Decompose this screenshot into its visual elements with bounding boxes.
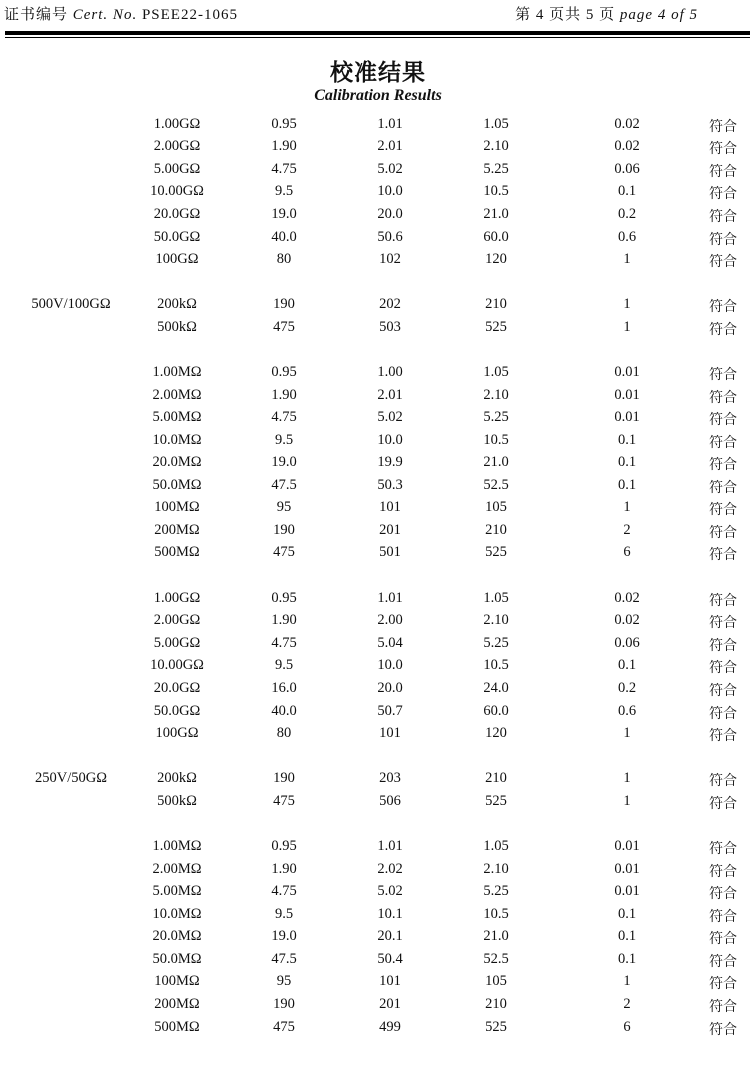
uncertainty: 0.01 bbox=[614, 409, 640, 425]
measured-value: 102 bbox=[379, 251, 401, 267]
conclusion: 符合 bbox=[709, 480, 737, 496]
conclusion: 符合 bbox=[709, 367, 737, 383]
table-row bbox=[0, 229, 750, 249]
table-row bbox=[0, 296, 750, 316]
uncertainty: 0.2 bbox=[617, 680, 637, 696]
nominal-value: 500kΩ bbox=[157, 793, 197, 809]
uncertainty: 0.02 bbox=[614, 116, 640, 132]
cert-label-cn: 证书编号 bbox=[4, 7, 69, 23]
conclusion: 符合 bbox=[709, 502, 737, 518]
uncertainty: 0.01 bbox=[614, 364, 640, 380]
nominal-value: 200MΩ bbox=[154, 996, 200, 1012]
lower-limit: 190 bbox=[273, 296, 295, 312]
uncertainty: 0.1 bbox=[617, 183, 637, 199]
uncertainty: 0.1 bbox=[617, 951, 637, 967]
uncertainty: 0.06 bbox=[614, 161, 640, 177]
conclusion: 符合 bbox=[709, 841, 737, 857]
lower-limit: 475 bbox=[273, 1019, 295, 1035]
measured-value: 506 bbox=[379, 793, 401, 809]
table-row bbox=[0, 680, 750, 700]
upper-limit: 120 bbox=[485, 725, 507, 741]
table-row bbox=[0, 770, 750, 790]
nominal-value: 10.0MΩ bbox=[152, 432, 202, 448]
upper-limit: 21.0 bbox=[483, 454, 509, 470]
table-row bbox=[0, 477, 750, 497]
page-title-en: Calibration Results bbox=[314, 87, 442, 104]
conclusion: 符合 bbox=[709, 457, 737, 473]
nominal-value: 50.0MΩ bbox=[152, 477, 202, 493]
upper-limit: 525 bbox=[485, 1019, 507, 1035]
table-row bbox=[0, 590, 750, 610]
conclusion: 符合 bbox=[709, 683, 737, 699]
uncertainty: 0.02 bbox=[614, 590, 640, 606]
measured-value: 10.0 bbox=[377, 183, 403, 199]
lower-limit: 4.75 bbox=[271, 161, 297, 177]
page-en: page 4 of 5 bbox=[619, 7, 698, 23]
conclusion: 符合 bbox=[709, 773, 737, 789]
nominal-value: 10.00GΩ bbox=[150, 657, 204, 673]
uncertainty: 0.1 bbox=[617, 928, 637, 944]
upper-limit: 10.5 bbox=[483, 906, 509, 922]
uncertainty: 1 bbox=[623, 770, 631, 786]
conclusion: 符合 bbox=[709, 999, 737, 1015]
upper-limit: 525 bbox=[485, 319, 507, 335]
measured-value: 20.1 bbox=[377, 928, 403, 944]
measured-value: 101 bbox=[379, 499, 401, 515]
upper-limit: 210 bbox=[485, 296, 507, 312]
upper-limit: 525 bbox=[485, 544, 507, 560]
nominal-value: 200kΩ bbox=[157, 770, 197, 786]
table-row bbox=[0, 793, 750, 813]
nominal-value: 200kΩ bbox=[157, 296, 197, 312]
table-row bbox=[0, 544, 750, 564]
upper-limit: 52.5 bbox=[483, 951, 509, 967]
uncertainty: 0.1 bbox=[617, 657, 637, 673]
lower-limit: 0.95 bbox=[271, 116, 297, 132]
lower-limit: 95 bbox=[276, 499, 292, 515]
nominal-value: 1.00MΩ bbox=[152, 364, 202, 380]
lower-limit: 1.90 bbox=[271, 861, 297, 877]
page-number: 4 bbox=[535, 7, 545, 23]
table-row bbox=[0, 116, 750, 136]
conclusion: 符合 bbox=[709, 1022, 737, 1038]
table-row bbox=[0, 883, 750, 903]
table-row bbox=[0, 703, 750, 723]
lower-limit: 9.5 bbox=[274, 183, 294, 199]
table-row bbox=[0, 206, 750, 226]
conclusion: 符合 bbox=[709, 660, 737, 676]
nominal-value: 100GΩ bbox=[155, 251, 199, 267]
uncertainty: 0.01 bbox=[614, 387, 640, 403]
lower-limit: 40.0 bbox=[271, 229, 297, 245]
lower-limit: 80 bbox=[276, 725, 292, 741]
lower-limit: 19.0 bbox=[271, 206, 297, 222]
upper-limit: 105 bbox=[485, 973, 507, 989]
conclusion: 符合 bbox=[709, 728, 737, 744]
conclusion: 符合 bbox=[709, 909, 737, 925]
nominal-value: 500MΩ bbox=[154, 544, 200, 560]
uncertainty: 6 bbox=[623, 544, 631, 560]
lower-limit: 95 bbox=[276, 973, 292, 989]
conclusion: 符合 bbox=[709, 931, 737, 947]
uncertainty: 0.02 bbox=[614, 138, 640, 154]
conclusion: 符合 bbox=[709, 638, 737, 654]
nominal-value: 20.0MΩ bbox=[152, 454, 202, 470]
table-row bbox=[0, 725, 750, 745]
conclusion: 符合 bbox=[709, 186, 737, 202]
lower-limit: 40.0 bbox=[271, 703, 297, 719]
uncertainty: 0.02 bbox=[614, 612, 640, 628]
lower-limit: 47.5 bbox=[271, 951, 297, 967]
upper-limit: 210 bbox=[485, 522, 507, 538]
uncertainty: 0.6 bbox=[617, 229, 637, 245]
page-total: 5 bbox=[585, 7, 595, 23]
uncertainty: 1 bbox=[623, 319, 631, 335]
measured-value: 201 bbox=[379, 522, 401, 538]
table-row bbox=[0, 612, 750, 632]
lower-limit: 9.5 bbox=[274, 906, 294, 922]
cert-label-en: Cert. No. bbox=[72, 7, 138, 23]
lower-limit: 0.95 bbox=[271, 364, 297, 380]
lower-limit: 19.0 bbox=[271, 928, 297, 944]
nominal-value: 2.00GΩ bbox=[153, 612, 201, 628]
table-row bbox=[0, 161, 750, 181]
nominal-value: 2.00MΩ bbox=[152, 861, 202, 877]
measured-value: 1.01 bbox=[377, 116, 403, 132]
measured-value: 2.00 bbox=[377, 612, 403, 628]
upper-limit: 1.05 bbox=[483, 116, 509, 132]
conclusion: 符合 bbox=[709, 954, 737, 970]
range-label: 250V/50GΩ bbox=[35, 770, 107, 786]
upper-limit: 21.0 bbox=[483, 206, 509, 222]
upper-limit: 105 bbox=[485, 499, 507, 515]
page-title-cn: 校准结果 bbox=[330, 60, 426, 86]
measured-value: 101 bbox=[379, 725, 401, 741]
upper-limit: 5.25 bbox=[483, 883, 509, 899]
conclusion: 符合 bbox=[709, 525, 737, 541]
uncertainty: 1 bbox=[623, 296, 631, 312]
measured-value: 1.01 bbox=[377, 590, 403, 606]
measured-value: 2.01 bbox=[377, 387, 403, 403]
uncertainty: 2 bbox=[623, 996, 631, 1012]
conclusion: 符合 bbox=[709, 435, 737, 451]
conclusion: 符合 bbox=[709, 390, 737, 406]
measured-value: 10.1 bbox=[377, 906, 403, 922]
lower-limit: 9.5 bbox=[274, 432, 294, 448]
upper-limit: 5.25 bbox=[483, 635, 509, 651]
uncertainty: 2 bbox=[623, 522, 631, 538]
nominal-value: 500MΩ bbox=[154, 1019, 200, 1035]
table-row bbox=[0, 635, 750, 655]
conclusion: 符合 bbox=[709, 886, 737, 902]
upper-limit: 1.05 bbox=[483, 590, 509, 606]
table-row bbox=[0, 657, 750, 677]
conclusion: 符合 bbox=[709, 254, 737, 270]
uncertainty: 0.1 bbox=[617, 454, 637, 470]
nominal-value: 500kΩ bbox=[157, 319, 197, 335]
nominal-value: 5.00GΩ bbox=[153, 635, 201, 651]
cert-number: PSEE22-1065 bbox=[141, 7, 238, 23]
lower-limit: 190 bbox=[273, 996, 295, 1012]
upper-limit: 2.10 bbox=[483, 612, 509, 628]
table-row bbox=[0, 973, 750, 993]
nominal-value: 20.0MΩ bbox=[152, 928, 202, 944]
measured-value: 2.02 bbox=[377, 861, 403, 877]
upper-limit: 525 bbox=[485, 793, 507, 809]
conclusion: 符合 bbox=[709, 209, 737, 225]
measured-value: 499 bbox=[379, 1019, 401, 1035]
lower-limit: 4.75 bbox=[271, 883, 297, 899]
lower-limit: 1.90 bbox=[271, 387, 297, 403]
table-row bbox=[0, 951, 750, 971]
upper-limit: 2.10 bbox=[483, 387, 509, 403]
upper-limit: 2.10 bbox=[483, 138, 509, 154]
lower-limit: 16.0 bbox=[271, 680, 297, 696]
table-row bbox=[0, 387, 750, 407]
upper-limit: 21.0 bbox=[483, 928, 509, 944]
upper-limit: 120 bbox=[485, 251, 507, 267]
uncertainty: 0.01 bbox=[614, 861, 640, 877]
uncertainty: 0.06 bbox=[614, 635, 640, 651]
uncertainty: 1 bbox=[623, 499, 631, 515]
nominal-value: 50.0GΩ bbox=[153, 703, 201, 719]
conclusion: 符合 bbox=[709, 322, 737, 338]
nominal-value: 5.00MΩ bbox=[152, 883, 202, 899]
upper-limit: 10.5 bbox=[483, 183, 509, 199]
upper-limit: 210 bbox=[485, 996, 507, 1012]
table-row bbox=[0, 499, 750, 519]
lower-limit: 475 bbox=[273, 319, 295, 335]
table-row bbox=[0, 522, 750, 542]
conclusion: 符合 bbox=[709, 615, 737, 631]
uncertainty: 1 bbox=[623, 251, 631, 267]
uncertainty: 6 bbox=[623, 1019, 631, 1035]
measured-value: 10.0 bbox=[377, 432, 403, 448]
upper-limit: 10.5 bbox=[483, 432, 509, 448]
conclusion: 符合 bbox=[709, 141, 737, 157]
uncertainty: 1 bbox=[623, 793, 631, 809]
measured-value: 5.02 bbox=[377, 161, 403, 177]
conclusion: 符合 bbox=[709, 412, 737, 428]
conclusion: 符合 bbox=[709, 593, 737, 609]
page-cn-middle: 页共 bbox=[549, 7, 582, 23]
lower-limit: 475 bbox=[273, 793, 295, 809]
upper-limit: 1.05 bbox=[483, 838, 509, 854]
page-cn-suffix: 页 bbox=[599, 7, 616, 23]
uncertainty: 0.2 bbox=[617, 206, 637, 222]
conclusion: 符合 bbox=[709, 164, 737, 180]
measured-value: 20.0 bbox=[377, 680, 403, 696]
table-row bbox=[0, 251, 750, 271]
lower-limit: 0.95 bbox=[271, 590, 297, 606]
table-row bbox=[0, 838, 750, 858]
nominal-value: 2.00MΩ bbox=[152, 387, 202, 403]
measured-value: 1.00 bbox=[377, 364, 403, 380]
lower-limit: 190 bbox=[273, 770, 295, 786]
nominal-value: 50.0MΩ bbox=[152, 951, 202, 967]
nominal-value: 100GΩ bbox=[155, 725, 199, 741]
measured-value: 50.3 bbox=[377, 477, 403, 493]
lower-limit: 9.5 bbox=[274, 657, 294, 673]
nominal-value: 20.0GΩ bbox=[153, 206, 201, 222]
uncertainty: 0.6 bbox=[617, 703, 637, 719]
lower-limit: 4.75 bbox=[271, 409, 297, 425]
measured-value: 2.01 bbox=[377, 138, 403, 154]
lower-limit: 475 bbox=[273, 544, 295, 560]
table-row bbox=[0, 319, 750, 339]
lower-limit: 19.0 bbox=[271, 454, 297, 470]
lower-limit: 47.5 bbox=[271, 477, 297, 493]
lower-limit: 80 bbox=[276, 251, 292, 267]
nominal-value: 10.00GΩ bbox=[150, 183, 204, 199]
uncertainty: 0.1 bbox=[617, 432, 637, 448]
measured-value: 503 bbox=[379, 319, 401, 335]
nominal-value: 20.0GΩ bbox=[153, 680, 201, 696]
upper-limit: 210 bbox=[485, 770, 507, 786]
measured-value: 5.02 bbox=[377, 409, 403, 425]
conclusion: 符合 bbox=[709, 796, 737, 812]
nominal-value: 1.00GΩ bbox=[153, 116, 201, 132]
nominal-value: 2.00GΩ bbox=[153, 138, 201, 154]
conclusion: 符合 bbox=[709, 547, 737, 563]
uncertainty: 0.1 bbox=[617, 477, 637, 493]
nominal-value: 1.00GΩ bbox=[153, 590, 201, 606]
table-row bbox=[0, 409, 750, 429]
measured-value: 201 bbox=[379, 996, 401, 1012]
conclusion: 符合 bbox=[709, 706, 737, 722]
upper-limit: 60.0 bbox=[483, 703, 509, 719]
measured-value: 501 bbox=[379, 544, 401, 560]
nominal-value: 100MΩ bbox=[154, 499, 200, 515]
upper-limit: 5.25 bbox=[483, 161, 509, 177]
measured-value: 50.7 bbox=[377, 703, 403, 719]
uncertainty: 0.1 bbox=[617, 906, 637, 922]
measured-value: 1.01 bbox=[377, 838, 403, 854]
nominal-value: 100MΩ bbox=[154, 973, 200, 989]
lower-limit: 1.90 bbox=[271, 138, 297, 154]
nominal-value: 10.0MΩ bbox=[152, 906, 202, 922]
uncertainty: 1 bbox=[623, 973, 631, 989]
table-row bbox=[0, 928, 750, 948]
range-label: 500V/100GΩ bbox=[31, 296, 111, 312]
uncertainty: 0.01 bbox=[614, 838, 640, 854]
table-row bbox=[0, 364, 750, 384]
measured-value: 203 bbox=[379, 770, 401, 786]
upper-limit: 52.5 bbox=[483, 477, 509, 493]
table-row bbox=[0, 432, 750, 452]
nominal-value: 1.00MΩ bbox=[152, 838, 202, 854]
table-row bbox=[0, 183, 750, 203]
uncertainty: 1 bbox=[623, 725, 631, 741]
upper-limit: 10.5 bbox=[483, 657, 509, 673]
lower-limit: 190 bbox=[273, 522, 295, 538]
conclusion: 符合 bbox=[709, 864, 737, 880]
table-row bbox=[0, 1019, 750, 1039]
lower-limit: 1.90 bbox=[271, 612, 297, 628]
measured-value: 20.0 bbox=[377, 206, 403, 222]
nominal-value: 50.0GΩ bbox=[153, 229, 201, 245]
table-row bbox=[0, 861, 750, 881]
table-row bbox=[0, 906, 750, 926]
measured-value: 50.6 bbox=[377, 229, 403, 245]
upper-limit: 2.10 bbox=[483, 861, 509, 877]
measured-value: 50.4 bbox=[377, 951, 403, 967]
measured-value: 5.02 bbox=[377, 883, 403, 899]
nominal-value: 5.00MΩ bbox=[152, 409, 202, 425]
conclusion: 符合 bbox=[709, 976, 737, 992]
conclusion: 符合 bbox=[709, 232, 737, 248]
conclusion: 符合 bbox=[709, 119, 737, 135]
page-cn-prefix: 第 bbox=[515, 7, 532, 23]
lower-limit: 0.95 bbox=[271, 838, 297, 854]
nominal-value: 5.00GΩ bbox=[153, 161, 201, 177]
upper-limit: 1.05 bbox=[483, 364, 509, 380]
table-row bbox=[0, 996, 750, 1016]
measured-value: 202 bbox=[379, 296, 401, 312]
upper-limit: 60.0 bbox=[483, 229, 509, 245]
nominal-value: 200MΩ bbox=[154, 522, 200, 538]
measured-value: 10.0 bbox=[377, 657, 403, 673]
lower-limit: 4.75 bbox=[271, 635, 297, 651]
conclusion: 符合 bbox=[709, 299, 737, 315]
upper-limit: 5.25 bbox=[483, 409, 509, 425]
measured-value: 19.9 bbox=[377, 454, 403, 470]
table-row bbox=[0, 138, 750, 158]
measured-value: 5.04 bbox=[377, 635, 403, 651]
table-row bbox=[0, 454, 750, 474]
uncertainty: 0.01 bbox=[614, 883, 640, 899]
measured-value: 101 bbox=[379, 973, 401, 989]
upper-limit: 24.0 bbox=[483, 680, 509, 696]
